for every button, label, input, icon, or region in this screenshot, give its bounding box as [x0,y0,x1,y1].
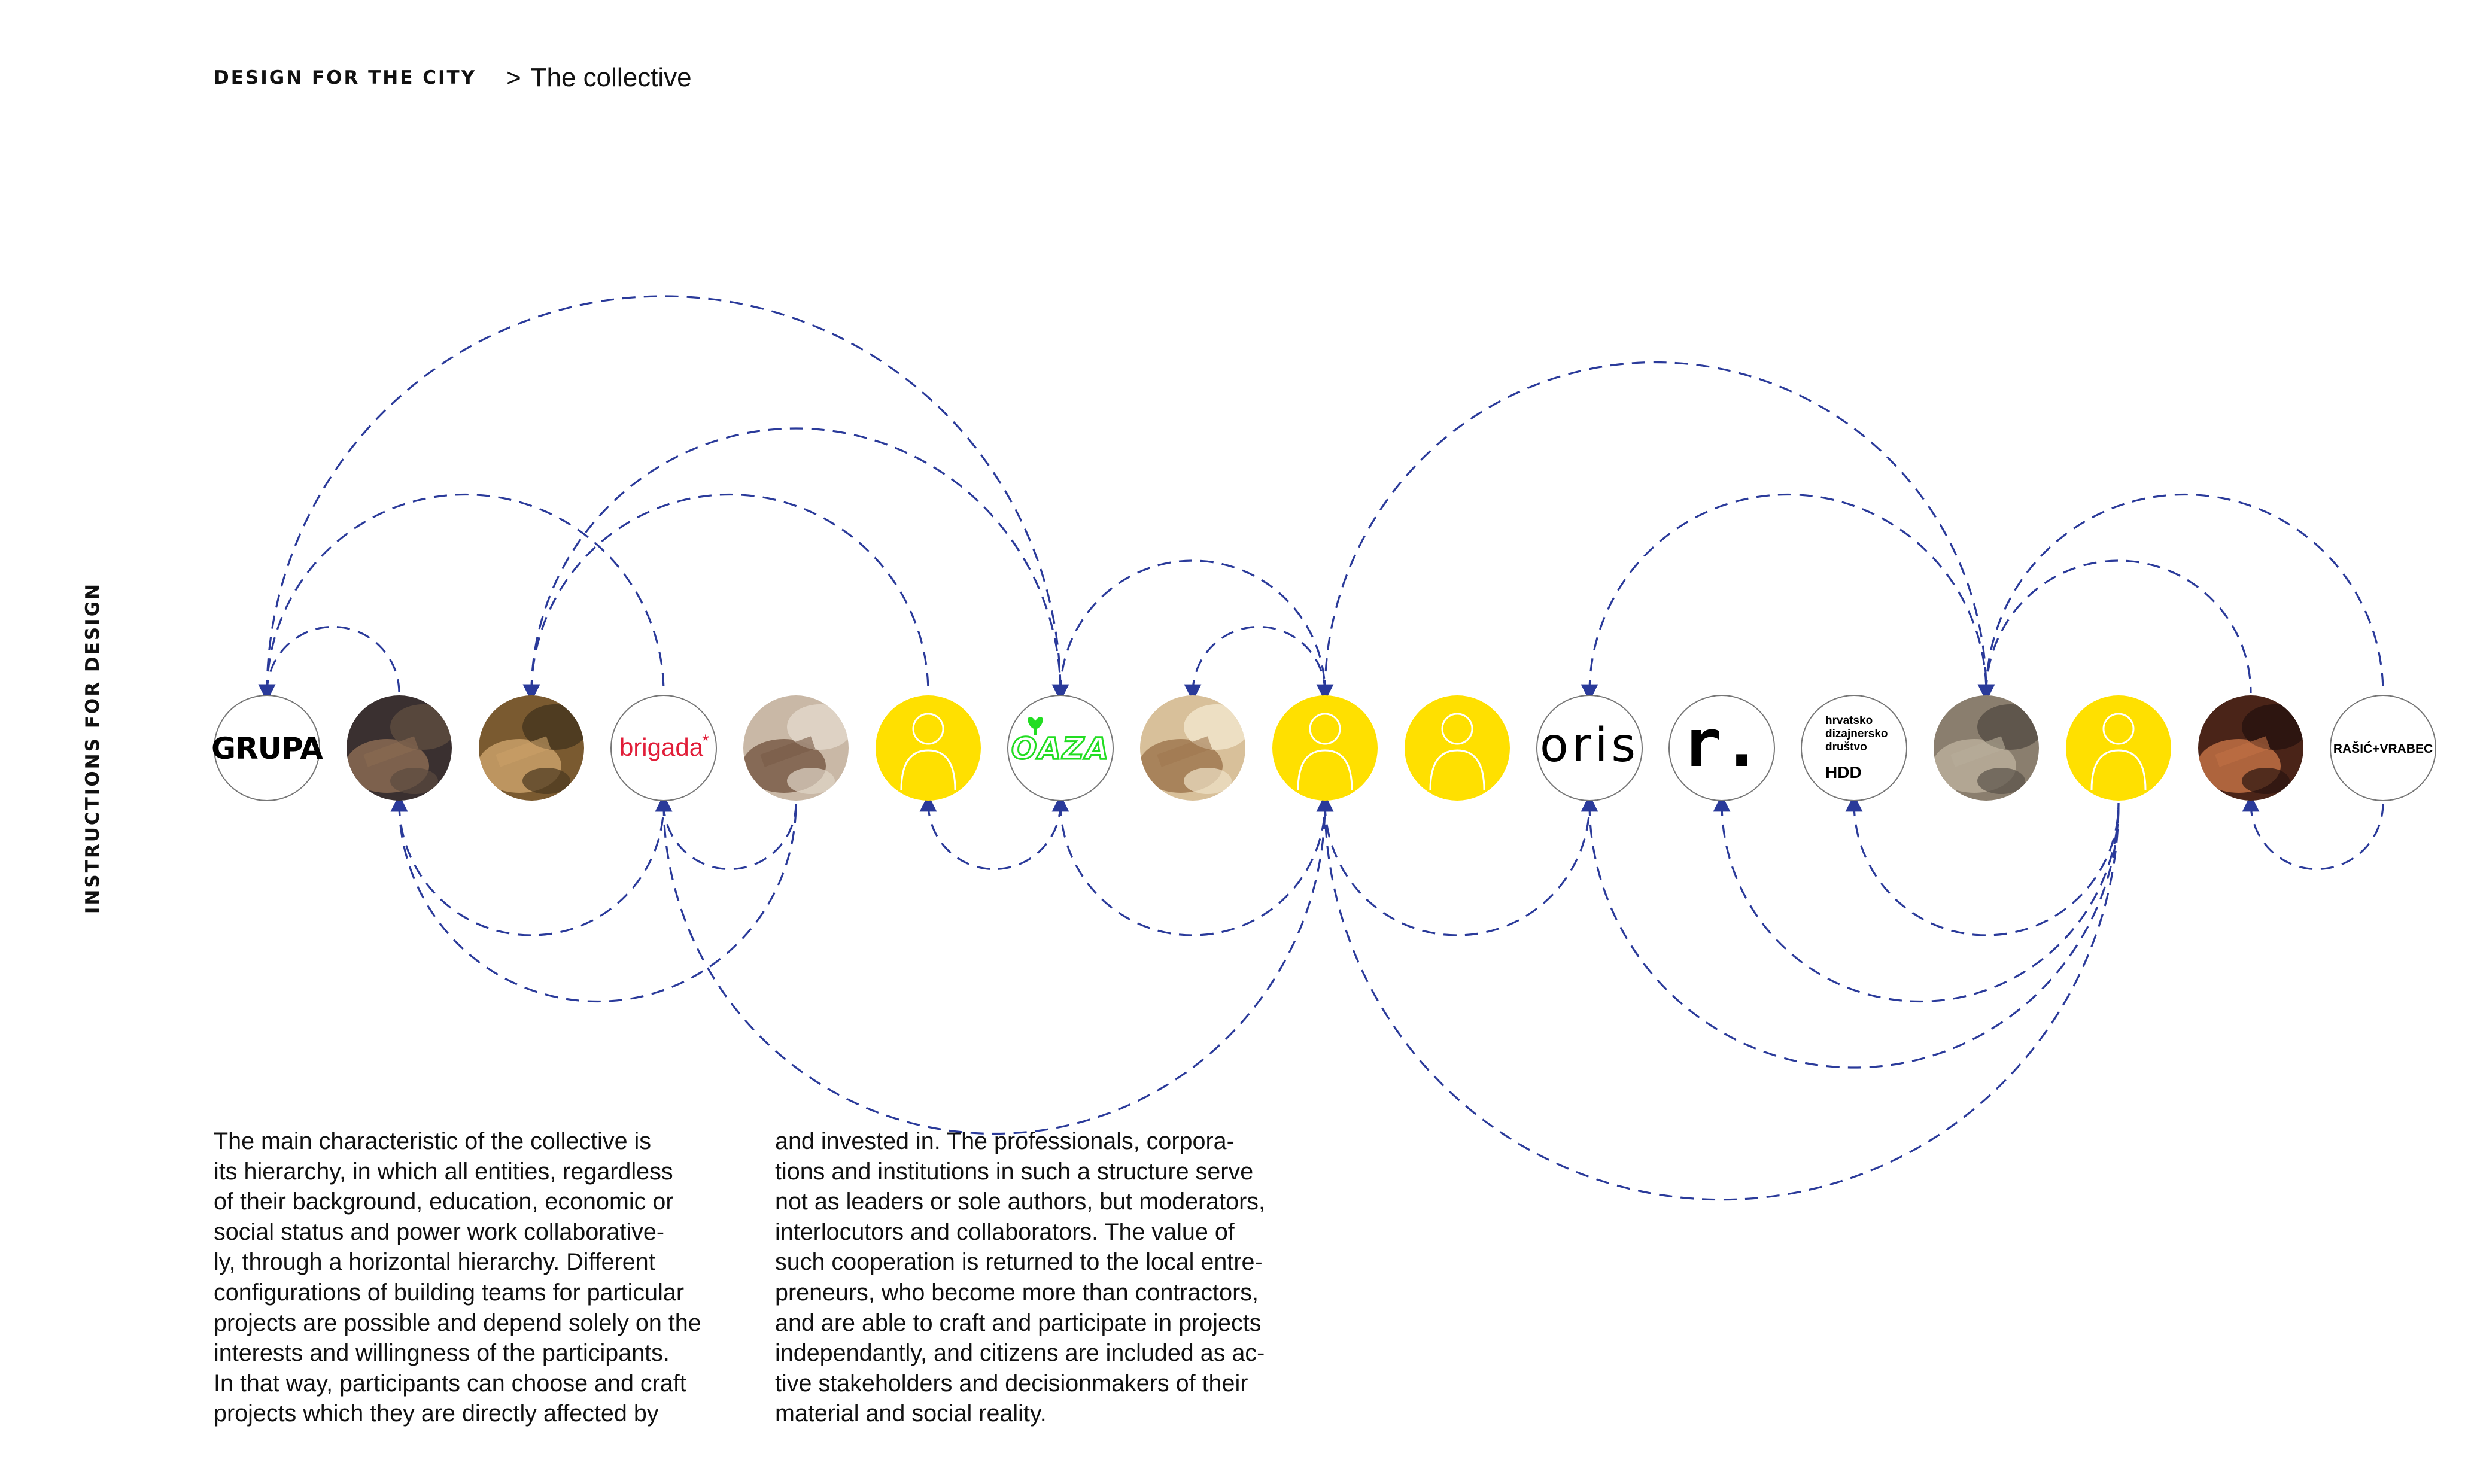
photo-blacksmith[interactable] [2197,695,2308,801]
node-person-icon[interactable] [1405,695,1510,801]
body-text-line: interests and willingness of the participants. [214,1340,670,1367]
body-text-column-2 [775,1126,1265,1429]
breadcrumb-separator: > [506,63,521,92]
hdd-logo-line: hrvatsko [1825,714,1873,727]
link-arc [1589,803,2119,1068]
body-text-line: In that way, participants can choose and craft [214,1370,686,1397]
link-arc [1986,495,2383,694]
link-arc [928,803,1060,869]
link-arc [2251,803,2383,869]
side-label: INSTRUCTIONS FOR DESIGN [82,582,104,914]
body-text-line: independantly, and citizens are included as ac- [775,1340,1265,1367]
link-arc [1854,803,2119,935]
link-arc [1060,561,1325,693]
link-arc [399,803,796,1002]
node-hdd-logo[interactable] [1801,695,1907,801]
hdd-logo-text: HDD [1825,763,1862,781]
link-arc [267,627,399,694]
link-arc [531,428,1060,693]
rasic-vrabec-logo-text: RAŠIĆ+VRABEC [2333,742,2433,756]
node-oris-logo[interactable] [1537,695,1642,801]
link-arc [664,803,1325,1134]
link-arc [664,803,796,869]
link-arc [1325,363,1986,693]
oris-logo-text: oris [1539,719,1640,773]
body-text-line: tive stakeholders and decisionmakers of their [775,1370,1248,1397]
body-text-line: tions and institutions in such a structure serve [775,1158,1254,1185]
photo-sewing[interactable] [742,695,853,801]
node-person-icon[interactable] [2066,695,2171,801]
oaza-logo-text: OAZA [1011,731,1110,766]
breadcrumb-section[interactable]: DESIGN FOR THE CITY [214,67,477,89]
body-text-line: projects which they are directly affected by [214,1400,659,1427]
body-text-line: not as leaders or sole authors, but moderators, [775,1188,1265,1215]
body-text-line: its hierarchy, in which all entities, regardless [214,1158,673,1185]
link-arc [1986,561,2251,693]
link-arc [399,803,664,935]
body-text-line: preneurs, who become more than contractors, [775,1279,1259,1306]
body-text-line: social status and power work collaborative- [214,1218,665,1245]
body-text-line: interlocutors and collaborators. The value of [775,1218,1235,1245]
node-person-icon[interactable] [1272,695,1378,801]
link-arc [1060,803,1325,935]
grupa-logo-text: GRUPA [211,731,323,766]
photo-woodwork[interactable] [478,695,588,801]
body-text-line: and are able to craft and participate in projects [775,1309,1262,1336]
link-arc [1193,627,1325,694]
body-text-column-1 [214,1126,701,1429]
link-arc [1325,803,1589,935]
page-title: The collective [530,63,692,92]
link-arc [267,495,664,694]
body-text-line: ly, through a horizontal hierarchy. Different [214,1249,655,1276]
body-text-line: material and social reality. [775,1400,1047,1427]
node-rasic-vrabec-logo[interactable] [2330,695,2436,801]
hdd-logo-line: društvo [1825,741,1867,753]
node-person-icon[interactable] [876,695,981,801]
node-r-logo[interactable] [1669,695,1774,801]
body-text-line: The main characteristic of the collective is [214,1128,652,1154]
node-brigada-logo[interactable] [611,695,716,801]
link-arc [267,296,1060,693]
body-text-line: configurations of building teams for particular [214,1279,685,1306]
body-text-line: of their background, education, economic or [214,1188,674,1215]
body-text-line: such cooperation is returned to the local entre- [775,1249,1263,1276]
body-text-line: and invested in. The professionals, corpora- [775,1128,1235,1154]
photo-pottery[interactable] [345,695,456,801]
photo-metalwork[interactable] [1932,695,2043,801]
link-arc [1589,495,1986,694]
r-logo-text: r. [1682,705,1762,781]
node-grupa-logo[interactable] [211,695,323,801]
body-text-line: projects are possible and depend solely on the [214,1309,701,1336]
link-arc [1325,803,2119,1200]
hdd-logo-line: dizajnersko [1825,728,1888,740]
brigada-logo-text: brigada [619,733,704,761]
brigada-logo-asterisk: * [702,731,709,751]
photo-wood-pieces[interactable] [1139,695,1250,801]
node-oaza-logo[interactable] [1008,695,1113,801]
